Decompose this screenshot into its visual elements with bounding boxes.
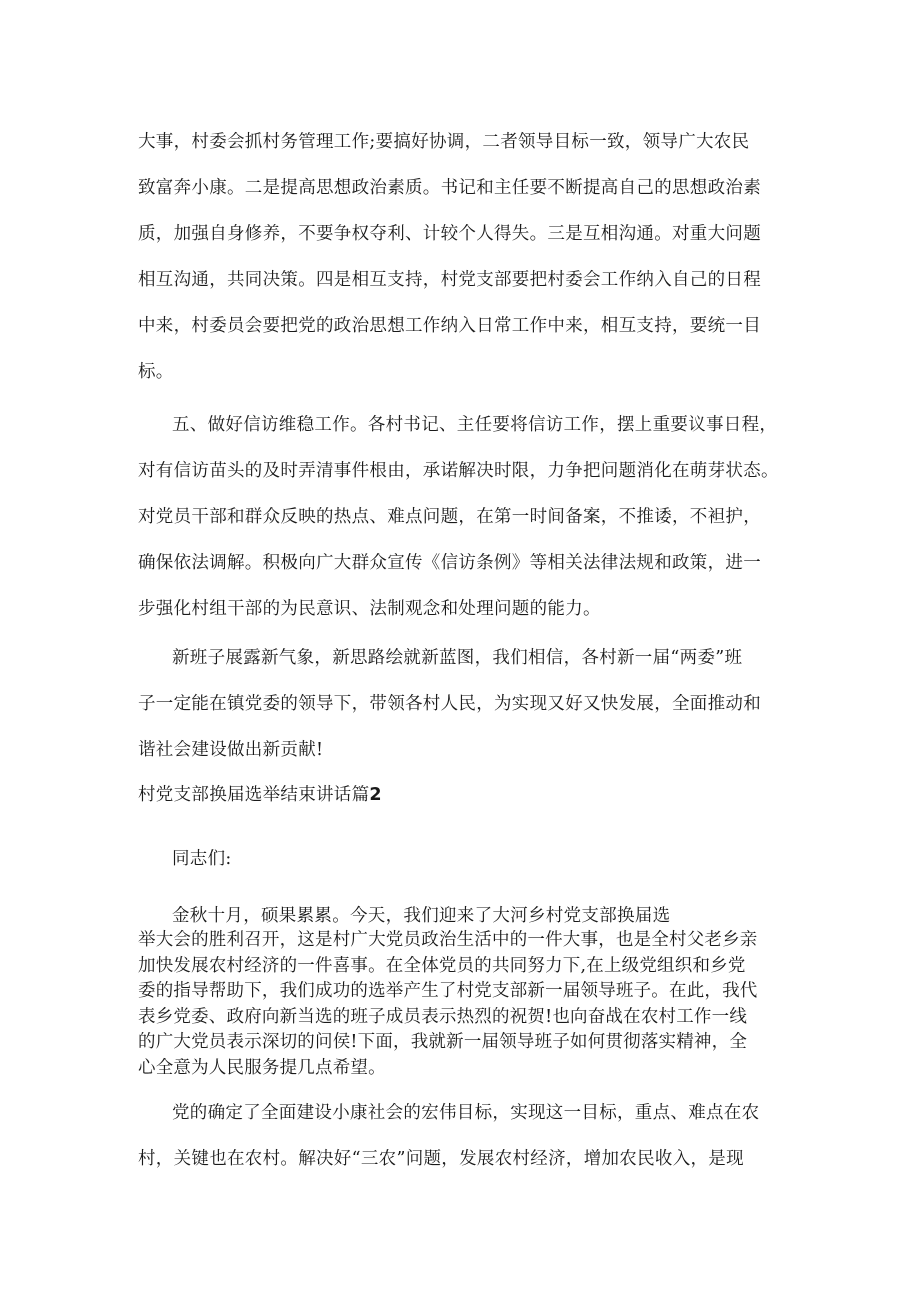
- text-line: 确保依法调解。积极向广大群众宣传《信访条例》等相关法律法规和政策，进一: [138, 553, 761, 573]
- text-line: 加快发展农村经济的一件喜事。在全体党员的共同努力下,在上级党组织和乡党: [138, 955, 746, 976]
- section-heading-text: 村党支部换届选举结束讲话篇: [138, 785, 370, 805]
- text-line: 金秋十月，硕果累累。今天，我们迎来了大河乡村党支部换届选: [172, 906, 671, 926]
- text-line: 对有信访苗头的及时弄清事件根由，承诺解决时限，力争把问题消化在萌芽状态。: [138, 461, 779, 481]
- section-heading-number: 2: [369, 785, 382, 805]
- text-line: 举大会的胜利召开，这是村广大党员政治生活中的一件大事，也是全村父老乡亲: [138, 930, 758, 950]
- paragraph-leadership-cooperation: [138, 119, 778, 395]
- text-line: 五、做好信访维稳工作。各村书记、主任要将信访工作，摆上重要议事日程，: [172, 415, 778, 435]
- text-line: 标。: [138, 362, 174, 382]
- text-line: 新班子展露新气象，新思路绘就新蓝图，我们相信，各村新一届“两委”班: [172, 648, 743, 668]
- text-line: 心全意为人民服务提几点希望。: [138, 1057, 386, 1078]
- text-line: 表乡党委、政府向新当选的班子成员表示热烈的祝贺!也向奋战在农村工作一线: [138, 1006, 748, 1027]
- text-line: 子一定能在镇党委的领导下，带领各村人民，为实现又好又快发展，全面推动和: [138, 694, 761, 714]
- text-line: 谐社会建设做出新贡献!: [138, 740, 324, 760]
- paragraph-congratulations: [138, 928, 778, 1081]
- text-line: 中来，村委员会要把党的政治思想工作纳入日常工作中来，相互支持，要统一目: [138, 316, 761, 336]
- text-line: 致富奔小康。二是提高思想政治素质。书记和主任要不断提高自己的思想政治素: [138, 178, 761, 198]
- text-line: 委的指导帮助下，我们成功的选举产生了村党支部新一届领导班子。在此，我代: [138, 981, 758, 1001]
- paragraph-closing-wishes: [138, 635, 778, 773]
- paragraph-rural-goals: [138, 1090, 778, 1182]
- text-line: 质，加强自身修养，不要争权夺利、计较个人得失。三是互相沟通。对重大问题: [138, 224, 761, 244]
- section-heading: [138, 780, 382, 810]
- text-line: 村，关键也在农村。解决好“三农”问题，发展农村经济，增加农民收入，是现: [138, 1149, 744, 1169]
- text-line: 大事，村委会抓村务管理工作;要搞好协调，二者领导目标一致，领导广大农民: [138, 132, 750, 152]
- paragraph-petition-stability: [138, 402, 778, 632]
- text-line: 对党员干部和群众反映的热点、难点问题，在第一时间备案，不推诿，不袒护，: [138, 507, 761, 527]
- text-line: 步强化村组干部的为民意识、法制观念和处理问题的能力。: [138, 599, 601, 619]
- text-line: 党的确定了全面建设小康社会的宏伟目标，实现这一目标，重点、难点在农: [172, 1103, 760, 1123]
- text-line: 相互沟通，共同决策。四是相互支持，村党支部要把村委会工作纳入自己的日程: [138, 270, 761, 290]
- text-line: 同志们:: [172, 849, 232, 869]
- text-line: 的广大党员表示深切的问侯!下面，我就新一届领导班子如何贯彻落实精神，全: [138, 1032, 748, 1052]
- paragraph-salutation: [138, 836, 778, 882]
